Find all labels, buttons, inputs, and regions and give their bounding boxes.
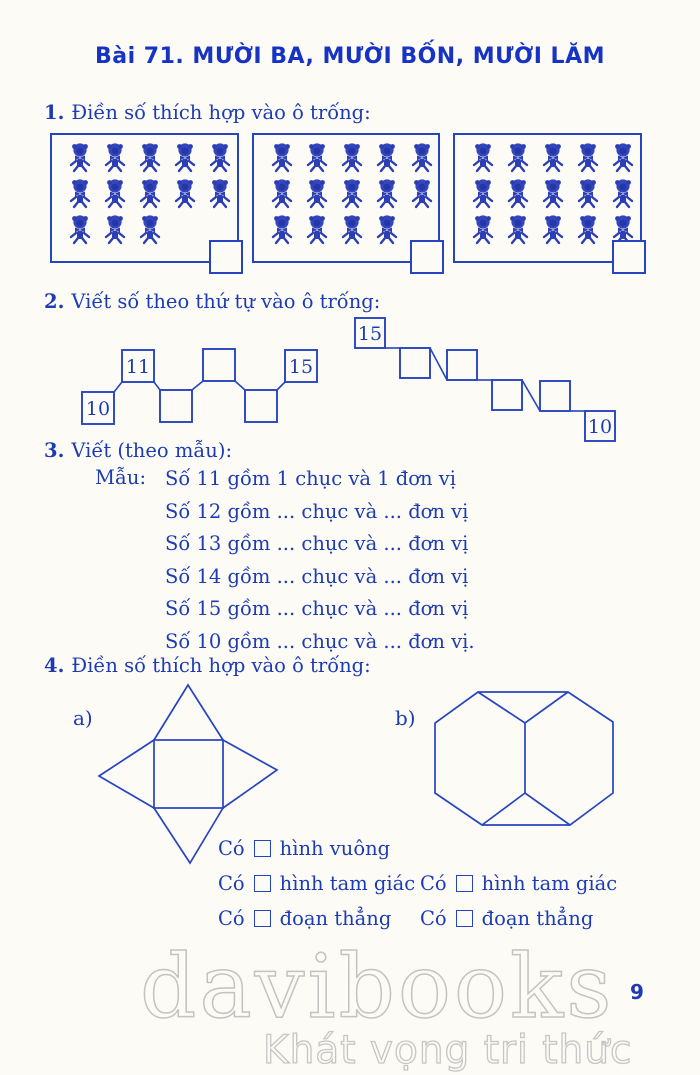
chain-link [154, 382, 160, 390]
chain-link [192, 381, 203, 390]
teddy-bear-icon [505, 178, 531, 210]
sample-label: Mẫu: [95, 466, 147, 489]
chain-link [277, 382, 285, 390]
fill-line: Số 13 gồm ... chục và ... đơn vị [165, 532, 469, 555]
empty-number-box [447, 350, 477, 380]
teddy-bear-icon [374, 178, 400, 210]
teddy-bear-icon [409, 178, 435, 210]
teddy-bear-icon [269, 178, 295, 210]
teddy-bear-icon [470, 142, 496, 174]
answer-label: hình tam giác [279, 872, 416, 895]
answer-label: đoạn thẳng [481, 907, 594, 930]
teddy-bear-icon [505, 142, 531, 174]
teddy-bear-icon [339, 214, 365, 246]
number-box-value: 15 [357, 323, 383, 345]
number-box-value: 10 [587, 416, 613, 438]
chain-link [522, 380, 540, 411]
teddy-bear-icon [172, 178, 198, 210]
empty-number-box [160, 390, 192, 422]
exercise-4-number: 4. [44, 654, 65, 677]
teddy-bear-icon [540, 178, 566, 210]
teddy-bear-icon [67, 178, 93, 210]
figure-a-label: a) [73, 706, 93, 730]
page-number: 9 [630, 980, 644, 1004]
answer-row [218, 866, 415, 901]
fill-line: Số 12 gồm ... chục và ... đơn vị [165, 499, 469, 523]
answer-prefix: Có [218, 837, 245, 860]
teddy-bear-icon [470, 178, 496, 210]
chain-link [235, 381, 245, 390]
chain-link [430, 348, 447, 380]
answer-box [410, 240, 444, 274]
exercise-1-heading [44, 101, 371, 124]
answer-row [420, 901, 617, 936]
teddy-bear-icon [610, 142, 636, 174]
answer-row [218, 831, 415, 866]
bear-grid [52, 135, 237, 246]
answer-box [254, 910, 271, 927]
empty-number-box [400, 348, 430, 378]
figure-b-answers [420, 866, 617, 936]
teddy-bear-icon [409, 142, 435, 174]
answer-prefix: Có [420, 872, 447, 895]
teddy-bear-icon [339, 142, 365, 174]
answer-row [218, 901, 415, 936]
teddy-bear-icon [540, 142, 566, 174]
teddy-bear-icon [304, 142, 330, 174]
number-box-value: 10 [85, 398, 111, 420]
exercise-1-number: 1. [44, 101, 65, 124]
watermark-slogan: Khát vọng tri thức [263, 1028, 633, 1073]
fill-line: Số 15 gồm ... chục và ... đơn vị [165, 597, 469, 620]
empty-number-box [203, 349, 235, 381]
fill-line: Số 10 gồm ... chục và ... đơn vị. [165, 629, 475, 653]
teddy-bear-icon [470, 214, 496, 246]
teddy-bear-icon [575, 178, 601, 210]
teddy-bear-icon [207, 178, 233, 210]
bear-row [470, 142, 640, 174]
teddy-bear-icon [102, 142, 128, 174]
exercise-1-boxes [50, 133, 642, 263]
answer-prefix: Có [420, 907, 447, 930]
teddy-bear-icon [540, 214, 566, 246]
teddy-bear-icon [374, 214, 400, 246]
exercise-3-heading [44, 439, 232, 462]
number-chains [40, 314, 662, 454]
teddy-bear-icon [207, 142, 233, 174]
exercise-4-prompt: Điền số thích hợp vào ô trống: [71, 654, 371, 677]
bear-row [470, 178, 640, 210]
octagon-figure [420, 685, 630, 840]
teddy-bear-icon [137, 178, 163, 210]
number-box-value: 15 [288, 356, 314, 378]
answer-box [456, 910, 473, 927]
answer-box [254, 840, 271, 857]
bear-row [67, 178, 237, 210]
teddy-bear-icon [67, 142, 93, 174]
teddy-bear-icon [269, 214, 295, 246]
watermark-brand: davibooks [140, 935, 615, 1038]
page-title: Bài 71. MƯỜI BA, MƯỜI BỐN, MƯỜI LĂM [94, 44, 605, 69]
exercise-3-number: 3. [44, 439, 65, 462]
teddy-bear-icon [304, 214, 330, 246]
answer-box [209, 240, 243, 274]
fill-line: Số 14 gồm ... chục và ... đơn vị [165, 564, 469, 588]
exercise-2-prompt: Viết số theo thứ tự vào ô trống: [71, 290, 381, 313]
answer-label: hình vuông [279, 837, 391, 860]
empty-number-box [492, 380, 522, 410]
exercise-1-prompt: Điền số thích hợp vào ô trống: [71, 101, 371, 124]
answer-row [420, 866, 617, 901]
bears-box-15 [453, 133, 642, 263]
bear-row [67, 142, 237, 174]
chain-link [114, 382, 122, 392]
exercise-4-heading [44, 654, 371, 677]
empty-number-box [245, 390, 277, 422]
teddy-bear-icon [339, 178, 365, 210]
exercise-2-number: 2. [44, 290, 65, 313]
bear-row [269, 142, 439, 174]
answer-prefix: Có [218, 907, 245, 930]
bears-box-13 [50, 133, 239, 263]
teddy-bear-icon [575, 142, 601, 174]
answer-box [254, 875, 271, 892]
teddy-bear-icon [610, 178, 636, 210]
teddy-bear-icon [374, 142, 400, 174]
empty-number-box [540, 381, 570, 411]
exercise-3-lines [165, 466, 475, 661]
sample-line: Số 11 gồm 1 chục và 1 đơn vị [165, 467, 457, 490]
teddy-bear-icon [172, 142, 198, 174]
teddy-bear-icon [505, 214, 531, 246]
answer-label: hình tam giác [481, 872, 618, 895]
answer-label: đoạn thẳng [279, 907, 392, 930]
bear-row [269, 178, 439, 210]
teddy-bear-icon [102, 214, 128, 246]
answer-box [612, 240, 646, 274]
teddy-bear-icon [575, 214, 601, 246]
answer-box [456, 875, 473, 892]
answer-prefix: Có [218, 872, 245, 895]
number-box-value: 11 [125, 356, 151, 378]
bears-box-14 [252, 133, 441, 263]
exercise-2-heading [44, 290, 380, 313]
teddy-bear-icon [269, 142, 295, 174]
figure-b-label: b) [395, 706, 416, 730]
teddy-bear-icon [137, 142, 163, 174]
teddy-bear-icon [102, 178, 128, 210]
exercise-3-prompt: Viết (theo mẫu): [71, 439, 233, 462]
teddy-bear-icon [137, 214, 163, 246]
bear-grid [254, 135, 439, 246]
teddy-bear-icon [67, 214, 93, 246]
bear-grid [455, 135, 640, 246]
figure-a-answers [218, 831, 415, 936]
teddy-bear-icon [304, 178, 330, 210]
